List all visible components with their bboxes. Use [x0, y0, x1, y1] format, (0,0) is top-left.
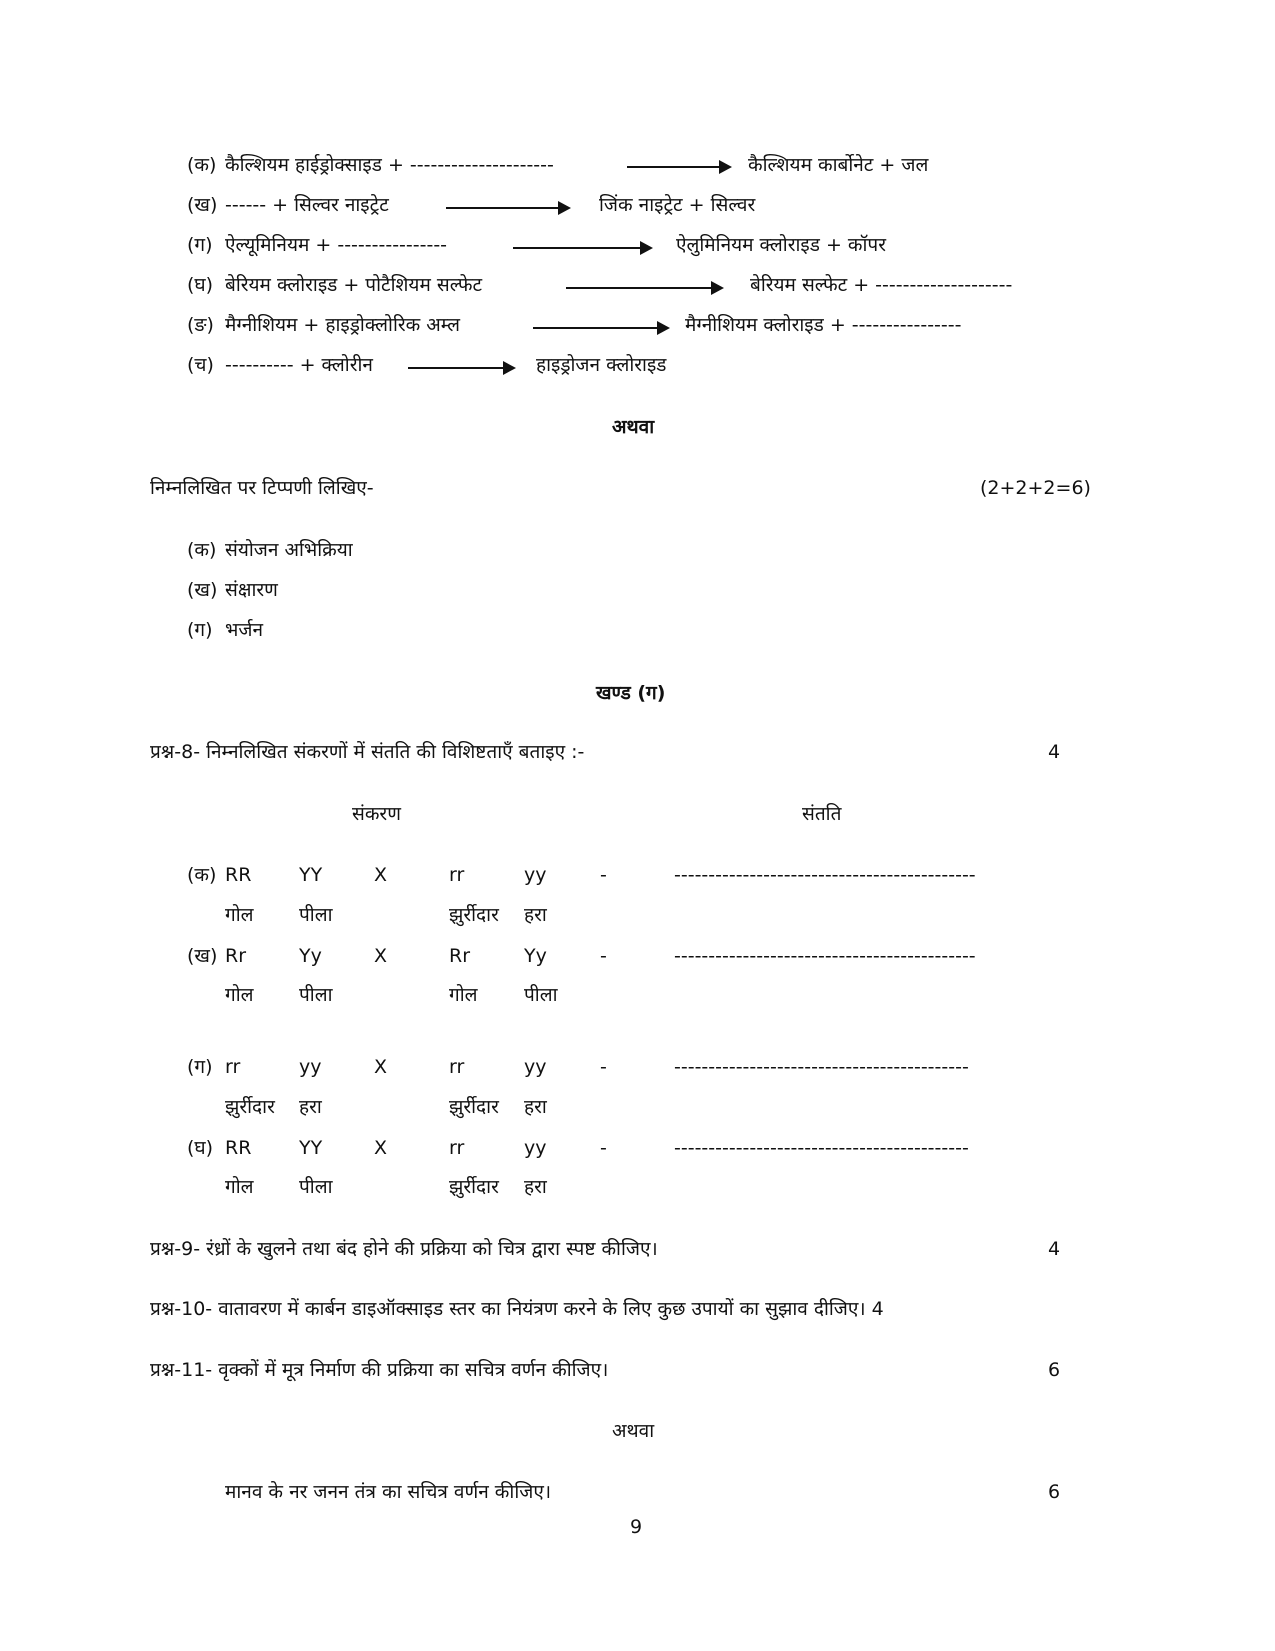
- genotype: RR: [225, 864, 252, 886]
- question-11-alternative-text: मानव के नर जनन तंत्र का सचित्र वर्णन कीजिए।: [225, 1481, 552, 1503]
- reaction-products: जिंक नाइट्रेट + सिल्वर: [599, 194, 756, 216]
- phenotype: गोल: [449, 984, 478, 1006]
- phenotype: पीला: [299, 1176, 333, 1198]
- question-11-text: प्रश्न-11- वृक्कों में मूत्र निर्माण की प्रक्रिया का सचित्र वर्णन कीजिए।: [150, 1359, 609, 1381]
- reaction-label: (ग): [187, 234, 213, 256]
- genotype: YY: [299, 864, 323, 886]
- phenotype: झुर्रीदार: [449, 1176, 499, 1198]
- reaction-arrow: [566, 287, 722, 289]
- reaction-label: (ख): [187, 194, 218, 216]
- note-item-text: भर्जन: [225, 619, 264, 641]
- genotype: rr: [449, 1056, 465, 1078]
- phenotype: झुर्रीदार: [449, 904, 499, 926]
- question-8-marks: 4: [1048, 741, 1061, 763]
- cross-label: (ख): [187, 945, 218, 967]
- cross-symbol: X: [374, 945, 388, 967]
- reaction-reactants: ऐल्यूमिनियम + ----------------: [225, 234, 448, 256]
- dash: -: [600, 864, 607, 886]
- cross-label: (घ): [187, 1137, 214, 1159]
- reaction-reactants: ---------- + क्लोरीन: [225, 354, 373, 376]
- reaction-arrow: [446, 207, 569, 209]
- cross-label: (ग): [187, 1056, 213, 1078]
- question-8-text: प्रश्न-8- निम्नलिखित संकरणों में संतति की विशिष्टताएँ बताइए :-: [150, 741, 585, 763]
- reaction-arrow: [408, 367, 514, 369]
- genotype: Yy: [524, 945, 547, 967]
- phenotype: हरा: [524, 904, 547, 926]
- genotype: yy: [524, 1137, 547, 1159]
- reaction-reactants: कैल्शियम हाईड्रोक्साइड + ---------------------: [225, 154, 554, 176]
- genotype: yy: [299, 1056, 322, 1078]
- note-marks: (2+2+2=6): [980, 477, 1091, 499]
- answer-blank: --------------------------------------------: [674, 864, 976, 886]
- note-item-text: संक्षारण: [225, 579, 278, 601]
- cross-symbol: X: [374, 864, 388, 886]
- question-9-marks: 4: [1048, 1238, 1061, 1260]
- question-9-text: प्रश्न-9- रंध्रों के खुलने तथा बंद होने की प्रक्रिया को चित्र द्वारा स्पष्ट कीजिए।: [150, 1238, 658, 1260]
- reaction-products: ऐलुमिनियम क्लोराइड + कॉपर: [676, 234, 886, 256]
- phenotype: हरा: [524, 1096, 547, 1118]
- phenotype: झुर्रीदार: [225, 1096, 275, 1118]
- note-item-text: संयोजन अभिक्रिया: [225, 539, 353, 561]
- reaction-reactants: मैग्नीशियम + हाइड्रोक्लोरिक अम्ल: [225, 314, 460, 336]
- question-11-marks: 6: [1048, 1359, 1061, 1381]
- reaction-products: हाइड्रोजन क्लोराइड: [536, 354, 667, 376]
- reaction-label: (च): [187, 354, 214, 376]
- question-11-alternative-marks: 6: [1048, 1481, 1061, 1503]
- reaction-arrow: [533, 327, 668, 329]
- phenotype: गोल: [225, 984, 254, 1006]
- phenotype: हरा: [524, 1176, 547, 1198]
- genotype: Yy: [299, 945, 322, 967]
- phenotype: गोल: [225, 1176, 254, 1198]
- dash: -: [600, 945, 607, 967]
- or-heading: अथवा: [612, 416, 655, 438]
- cross-label: (क): [187, 864, 217, 886]
- page-number: 9: [630, 1516, 643, 1538]
- note-item-label: (ख): [187, 579, 218, 601]
- note-item-label: (क): [187, 539, 217, 561]
- reaction-label: (ङ): [187, 314, 214, 336]
- answer-blank: -------------------------------------------: [674, 1056, 969, 1078]
- or-heading: अथवा: [612, 1420, 655, 1442]
- dash: -: [600, 1056, 607, 1078]
- section-title: खण्ड (ग): [596, 682, 666, 704]
- genotype: Rr: [225, 945, 247, 967]
- phenotype: गोल: [225, 904, 254, 926]
- reaction-reactants: ------ + सिल्वर नाइट्रेट: [225, 194, 389, 216]
- reaction-label: (घ): [187, 274, 214, 296]
- dash: -: [600, 1137, 607, 1159]
- column-header-offspring: संतति: [802, 803, 842, 825]
- cross-symbol: X: [374, 1137, 388, 1159]
- note-instruction: निम्नलिखित पर टिप्पणी लिखिए-: [150, 477, 374, 499]
- reaction-arrow: [513, 247, 651, 249]
- answer-blank: --------------------------------------------: [674, 945, 976, 967]
- answer-blank: -------------------------------------------: [674, 1137, 969, 1159]
- genotype: rr: [225, 1056, 241, 1078]
- genotype: YY: [299, 1137, 323, 1159]
- reaction-reactants: बेरियम क्लोराइड + पोटैशियम सल्फेट: [225, 274, 483, 296]
- phenotype: झुर्रीदार: [449, 1096, 499, 1118]
- question-10-text: प्रश्न-10- वातावरण में कार्बन डाइऑक्साइड स्तर का नियंत्रण करने के लिए कुछ उपायों का सुझाव दीजिए। 4: [150, 1298, 884, 1320]
- genotype: yy: [524, 1056, 547, 1078]
- reaction-products: बेरियम सल्फेट + --------------------: [750, 274, 1013, 296]
- phenotype: हरा: [299, 1096, 322, 1118]
- phenotype: पीला: [299, 984, 333, 1006]
- note-item-label: (ग): [187, 619, 213, 641]
- cross-symbol: X: [374, 1056, 388, 1078]
- genotype: rr: [449, 864, 465, 886]
- reaction-arrow: [627, 166, 730, 168]
- reaction-label: (क): [187, 154, 217, 176]
- genotype: Rr: [449, 945, 471, 967]
- genotype: rr: [449, 1137, 465, 1159]
- phenotype: पीला: [299, 904, 333, 926]
- genotype: RR: [225, 1137, 252, 1159]
- column-header-cross: संकरण: [352, 803, 401, 825]
- genotype: yy: [524, 864, 547, 886]
- phenotype: पीला: [524, 984, 558, 1006]
- reaction-products: मैग्नीशियम क्लोराइड + ----------------: [685, 314, 962, 336]
- reaction-products: कैल्शियम कार्बोनेट + जल: [748, 154, 929, 176]
